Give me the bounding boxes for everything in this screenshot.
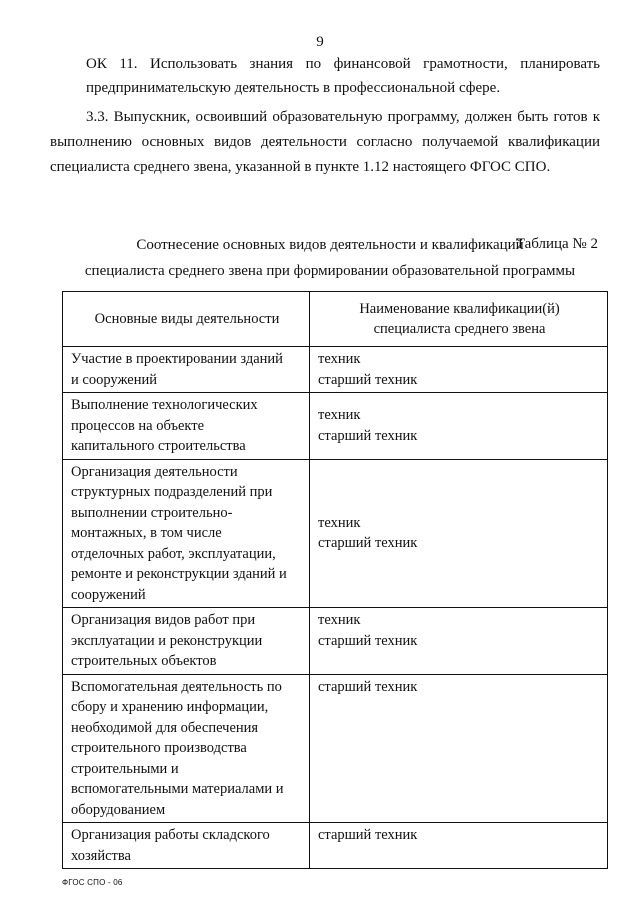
table-header-row — [63, 292, 608, 347]
activity-line: оборудованием — [71, 801, 166, 818]
ok11-line-2: предпринимательскую деятельность в профессиональной сфере. — [86, 80, 501, 96]
table-title-line-1: Соотнесение основных видов деятельности и квалификаций — [136, 237, 524, 253]
qualification-line: старший техник — [318, 535, 418, 552]
activity-line: Организация видов работ при — [71, 612, 256, 628]
table-row — [63, 347, 608, 393]
table-row — [63, 608, 608, 675]
qualification-line: старший техник — [318, 632, 418, 649]
activity-line: строительными и — [71, 760, 179, 777]
activity-cell — [63, 823, 310, 869]
activity-line: строительного производства — [71, 740, 247, 756]
ok11-line-1: ОК 11. Использовать знания по финансовой грамотности, планировать — [86, 56, 600, 72]
activity-line: сооружений — [71, 586, 146, 603]
activity-line: хозяйства — [71, 847, 131, 864]
activity-line: строительных объектов — [71, 653, 217, 669]
qualification-line: старший техник — [318, 427, 418, 444]
qualification-line: техник — [318, 407, 361, 424]
qualification-cell — [310, 347, 608, 393]
activity-cell — [63, 674, 310, 823]
activity-line: капитального строительства — [71, 438, 246, 454]
qualification-cell — [310, 608, 608, 675]
activity-line: Вспомогательная деятельность по — [71, 678, 282, 695]
activity-cell — [63, 347, 310, 393]
activity-line: необходимой для обеспечения — [71, 719, 259, 736]
qualification-line: старший техник — [318, 827, 418, 843]
activity-line: монтажных, в том числе — [71, 525, 222, 541]
header-qualification-line-2: специалиста среднего звена — [373, 321, 546, 337]
table-row — [63, 823, 608, 869]
page-number: 9 — [316, 34, 324, 50]
table-label: Таблица № 2 — [515, 236, 598, 252]
activity-line: сбору и хранению информации, — [71, 699, 269, 715]
qualification-cell — [310, 459, 608, 608]
footer-code: ФГОС СПО - 06 — [62, 878, 123, 887]
qualification-line: техник — [318, 351, 361, 367]
table-row — [63, 393, 608, 460]
activity-line: структурных подразделений при — [71, 484, 273, 500]
qualification-line: старший техник — [318, 371, 418, 388]
table-title-line-2: специалиста среднего звена при формировании образовательной программы — [84, 263, 576, 279]
qualification-line: техник — [318, 612, 361, 628]
activity-line: вспомогательными материалами и — [71, 781, 284, 797]
activity-cell — [63, 393, 310, 460]
activity-line: процессов на объекте — [71, 417, 205, 434]
table-body — [63, 347, 608, 869]
qualification-line: старший техник — [318, 678, 418, 695]
table-row — [63, 674, 608, 823]
qualification-cell — [310, 674, 608, 823]
qualification-line: техник — [318, 514, 361, 531]
activity-line: ремонте и реконструкции зданий и — [71, 566, 287, 582]
activity-line: Организация работы складского — [71, 827, 270, 843]
qualification-cell — [310, 393, 608, 460]
table-row — [63, 459, 608, 608]
activity-line: Организация деятельности — [71, 463, 238, 480]
qualification-cell — [310, 823, 608, 869]
activities-table — [62, 291, 608, 869]
activity-line: эксплуатации и реконструкции — [71, 632, 263, 649]
activity-line: и сооружений — [71, 371, 157, 388]
activity-line: выполнении строительно- — [71, 504, 233, 521]
p33-line-1: 3.3. Выпускник, освоивший образовательную программу, должен быть готов к — [86, 109, 600, 125]
header-qualification — [310, 292, 608, 347]
activity-line: отделочных работ, эксплуатации, — [71, 545, 276, 562]
header-qualification-line-1: Наименование квалификации(й) — [359, 300, 560, 317]
activity-cell — [63, 608, 310, 675]
activity-line: Выполнение технологических — [71, 397, 258, 413]
activity-line: Участие в проектировании зданий — [71, 351, 283, 367]
header-activities: Основные виды деятельности — [63, 292, 310, 347]
p33-line-2: выполнению основных видов деятельности согласно получаемой квалификации — [50, 134, 600, 150]
activity-cell — [63, 459, 310, 608]
p33-line-3: специалиста среднего звена, указанной в пункте 1.12 настоящего ФГОС СПО. — [50, 159, 551, 175]
